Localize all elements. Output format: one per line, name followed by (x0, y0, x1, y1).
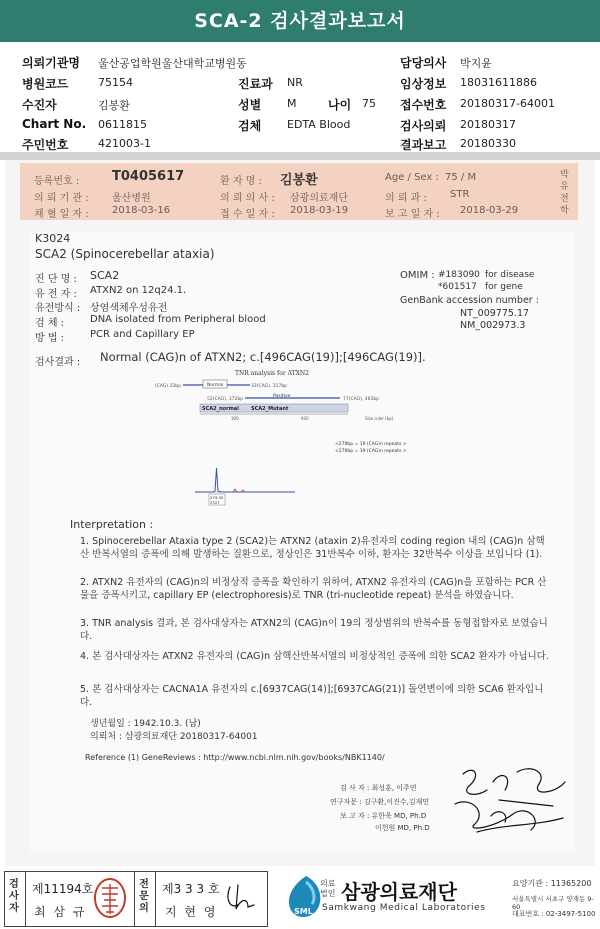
org-contact: 대표번호 : 02-3497-5100 (512, 910, 596, 918)
signer-line: 연구자문 : 김구환,이진수,김재민 (330, 798, 430, 806)
interpretation-item: 2. ATXN2 유전자의 (CAG)n의 비정상적 증폭을 확인하기 위하여, ATXN2 유전자의 (CAG)n을 포함하는 PCR 산물을 증폭시키고, capillary EP (electrophoresis)로 TNR (tri-nucleotide repeat) 분석을 하였습니다. (80, 577, 547, 601)
field-value: M (287, 97, 297, 110)
doctor: 삼광의료재단 (290, 193, 348, 204)
signature-strokes (455, 769, 565, 832)
omim-label: OMIM : (400, 270, 435, 281)
org-english-name: Samkwang Medical Laboratories (322, 903, 486, 913)
result-label: 검사결과 : (35, 357, 81, 368)
signer-line: 이헌원 MD, Ph.D (375, 824, 430, 832)
detail-value: PCR and Capillary EP (90, 329, 195, 340)
agesex-label: Age / Sex : (385, 172, 439, 183)
signature-strokes (228, 885, 254, 909)
inst: 울산병원 (112, 193, 151, 204)
reg-no-label: 등록번호 : (34, 176, 80, 187)
field-label: 의뢰기관명 (22, 56, 80, 70)
field-label: 나이 (328, 98, 352, 112)
detail-label: 방 법 : (35, 333, 65, 344)
field-value: 0611815 (98, 118, 147, 131)
field-label: 진료과 (238, 77, 273, 91)
org-prefix: 의료 (320, 879, 336, 888)
bar-normal-label: SCA2_normal (202, 406, 239, 412)
positive-label: Positive (273, 394, 291, 399)
dept: STR (450, 189, 470, 200)
handwritten-signature (435, 760, 575, 840)
omim-id: *601517 (438, 282, 477, 292)
test-code: K3024 (35, 232, 71, 245)
interpretation-item: 5. 본 검사대상자는 CACNA1A 유전자의 c.[6937CAG(14)];[6937CAG(21)] 돌연변이에 의한 SCA6 환자입니다. (80, 684, 544, 708)
detail-value: SCA2 (90, 269, 120, 282)
result-value: Normal (CAG)n of ATXN2; c.[496CAG(19)];[496CAG(19)]. (100, 350, 426, 364)
interpretation-item: 3. TNR analysis 결과, 본 검사대상자는 ATXN2의 (CAG)n이 19의 정상범위의 반복수를 동형접합자로 보였습니다. (80, 618, 548, 642)
field-label: 임상정보 (400, 77, 447, 91)
repeat-annotation: <279bp = 19 (CAG)n repeats > (335, 449, 407, 454)
dept-label: 의 뢰 과 : (385, 193, 427, 204)
inspector-name: 최 삼 규 (34, 905, 87, 919)
reference: Reference (1) GeneReviews : http://www.ncbi.nlm.nih.gov/books/NBK1140/ (85, 753, 385, 762)
genbank-id: NT_009775.17 (460, 308, 530, 319)
divider-band (0, 152, 600, 160)
field-value: 20180317 (460, 118, 516, 131)
electropherogram-peak (195, 468, 295, 492)
manager-signature (222, 881, 258, 915)
report-date: 2018-03-29 (460, 205, 519, 216)
interpretation-item: 4. 본 검사대상자는 ATXN2 유전자의 (CAG)n 삼핵산반복서열의 비정상적인 증폭에 의한 SCA2 환자가 아닙니다. (80, 651, 549, 662)
figure-title: TNR analysis for ATXN2 (235, 370, 309, 377)
report-label: 보 고 일 자 : (385, 209, 440, 220)
test-name: SCA2 (Spinocerebellar ataxia) (35, 247, 215, 261)
detail-label: 유전방식 : (35, 303, 81, 314)
field-value: EDTA Blood (287, 118, 351, 131)
field-label: 병원코드 (22, 77, 69, 91)
field-label: 담당의사 (400, 56, 447, 70)
bar-mutant-label: SCA2_Mutant (251, 406, 289, 412)
interpretation-item: 1. Spinocerebellar Ataxia type 2 (SCA2)는 ATXN2 (ataxin 2)유전자의 coding region 내의 (CAG)n 삼핵산 반복서열의 증폭에 의해 발생하는 질환으로, 정상인은 31반복수 이하, 환자는 32반복수 이상을 보입니다 (1). (80, 536, 545, 560)
birth-date: 생년월일 : 1942.10.3. (남) (90, 719, 201, 729)
receive-date: 2018-03-19 (290, 205, 349, 216)
manager-label: 전문의 (139, 879, 149, 914)
field-value: 75 (362, 97, 376, 110)
positive-left-label: 52(CAG), 372bp (207, 397, 244, 402)
footer (0, 867, 600, 929)
requester: 의뢰처 : 삼광의료재단 20180317-64001 (90, 732, 258, 742)
receive-label: 접 수 일 자 : (220, 209, 275, 220)
signer-line: 보 고 자 : 유한욱 MD, Ph.D (340, 812, 427, 820)
logo-badge-text: SML (294, 907, 313, 916)
positive-right-label: 77(CAG), 463bp (343, 397, 380, 402)
report-title: SCA-2 검사결과보고서 (0, 0, 600, 42)
header-info (0, 48, 600, 152)
reg-no: T0405617 (112, 169, 185, 184)
detail-value: 상염색체우성유전 (90, 303, 168, 314)
field-value: 김봉환 (98, 99, 130, 112)
inst-label: 의 뢰 기 관 : (34, 193, 89, 204)
field-label: 검사의뢰 (400, 119, 447, 133)
repeat-annotation: <279bp = 19 (CAG)n repeats > (335, 442, 407, 447)
field-label: 검체 (238, 119, 262, 133)
seal-glyphs (102, 884, 118, 914)
manager-name: 지 현 영 (165, 905, 218, 919)
org-prefix: 법인 (320, 889, 336, 898)
field-label: Chart No. (22, 117, 87, 131)
org-contact: 서울특별시 서초구 양재동 9-60 (512, 895, 594, 911)
detail-label: 검 체 : (35, 318, 65, 329)
field-value: 20180330 (460, 137, 516, 150)
field-label: 성별 (238, 98, 262, 112)
field-value: 421003-1 (98, 137, 151, 150)
detail-value: DNA isolated from Peripheral blood (90, 314, 266, 325)
size-ruler-label: Size ruler (bp) (365, 416, 394, 421)
inspector-label: 검사자 (9, 879, 19, 914)
field-value: NR (287, 76, 303, 89)
peak-size: 279.45 (210, 495, 224, 500)
normal-right-label: 32(CAG), 317bp (251, 384, 288, 389)
detail-value: ATXN2 on 12q24.1. (90, 285, 187, 296)
org-contact: 요양기관 : 11365200 (512, 879, 592, 888)
seal-stamp (92, 876, 128, 920)
manager-no: 제3 3 3 호 (162, 882, 220, 896)
field-label: 결과보고 (400, 138, 447, 152)
normal-left-label: (CAG) 23bp (155, 384, 182, 389)
result-sheet (30, 232, 575, 852)
field-value: 75154 (98, 76, 133, 89)
doctor-label: 의 뢰 의 사 : (220, 193, 275, 204)
omim-desc: for disease (485, 270, 535, 280)
field-label: 접수번호 (400, 98, 447, 112)
interpretation-label: Interpretation : (70, 518, 154, 531)
omim-desc: for gene (485, 282, 523, 292)
tick-label: 400 (301, 416, 309, 421)
side-text: 박 유 전 학 (560, 170, 569, 216)
field-value: 20180317-64001 (460, 97, 555, 110)
patient-label: 환 자 명 : (220, 176, 262, 187)
field-value: 박지윤 (460, 57, 492, 70)
signer-line: 검 사 자 : 최성훈, 이주연 (340, 784, 417, 792)
peak-height: 3327 (210, 500, 220, 505)
field-value: 18031611886 (460, 76, 537, 89)
field-value: 울산공업학원울산대학교병원동 (98, 57, 247, 70)
field-label: 주민번호 (22, 138, 69, 152)
detail-label: 유 전 자 : (35, 289, 77, 300)
collect-label: 채 혈 일 자 : (34, 209, 89, 220)
field-label: 수진자 (22, 98, 57, 112)
detail-label: 진 단 명 : (35, 274, 77, 285)
inspector-no: 제11194호 (32, 882, 94, 896)
patient-name: 김봉환 (280, 173, 318, 188)
org-name: 삼광의료재단 (341, 880, 457, 904)
tick-label: 300 (231, 416, 239, 421)
omim-id: #183090 (438, 270, 480, 280)
agesex: 75 / M (445, 172, 477, 183)
genbank-label: GenBank accession number : (400, 295, 539, 306)
collect-date: 2018-03-16 (112, 205, 171, 216)
patient-info-band (20, 163, 578, 220)
tnr-analysis-figure (155, 367, 455, 517)
normal-label: Normal (207, 383, 224, 388)
genbank-id: NM_002973.3 (460, 320, 526, 331)
